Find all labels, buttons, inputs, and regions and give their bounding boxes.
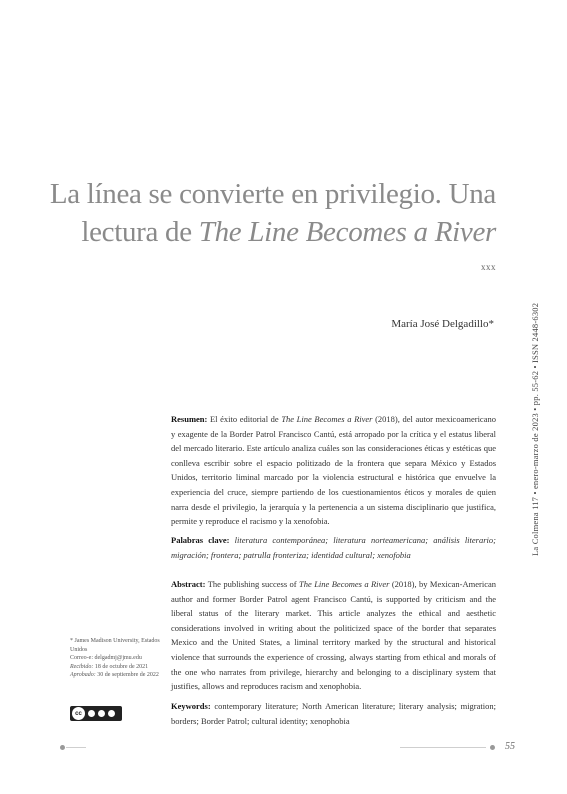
resumen-paragraph <box>171 412 496 529</box>
footnote-affiliation: * James Madison University, Estados Unidos <box>70 638 160 653</box>
footer-rule-right <box>400 747 486 748</box>
keywords-paragraph <box>171 699 496 728</box>
title-line-2: lectura de <box>81 216 199 249</box>
palabras-text: literatura contemporánea; literatura norteamericana; análisis literario; migración; frontera; patrulla fronteriza; identidad cultural; xenofobia <box>171 535 496 560</box>
footer-dot-right <box>490 745 495 750</box>
abstract-label: Abstract: <box>171 579 206 589</box>
journal-side-text: La Colmena 117 • enero-marzo de 2023 • pp. 55-62 • ISSN 2448-6302 <box>530 302 540 556</box>
received-label: Recibido: <box>70 663 94 670</box>
approved-date: 30 de septiembre de 2022 <box>95 672 159 679</box>
page-number: 55 <box>505 741 515 752</box>
article-title <box>30 175 496 251</box>
resumen-text-2: (2018), del autor mexicoamericano y exagente de la Border Patrol Francisco Cantú, está arropado por la crítica y el estatus liberal del mercado literario. Este artículo analiza cuáles son las consideraciones éticas y estéticas que conlleva escribir sobre el espacio politizado de la frontera que separa México y Estados Unidos, territorio liminal marcado por la violencia estructural e histórica que envuelve la experiencia del cruce, siempre partiendo de los cuestionamientos éticos y morales de quien narra desde el privilegio, la jerarquía y la pertenencia a un sistema disciplinario que justifica, permite y reproduce el racismo y la xenofobia. <box>171 414 496 527</box>
by-icon <box>88 710 95 717</box>
footnote-approved <box>70 671 166 680</box>
sa-icon <box>108 710 115 717</box>
resumen-label: Resumen: <box>171 414 208 424</box>
footnote-received <box>70 663 166 672</box>
title-line-1: La línea se convierte en privilegio. Una <box>49 178 496 211</box>
footnote-email: Correo-e: delgadmj@jmu.edu <box>70 655 142 662</box>
abstract-book-title: The Line Becomes a River <box>299 579 390 589</box>
resumen-text-1: El éxito editorial de <box>207 414 282 424</box>
cc-logo-icon: cc <box>72 707 85 720</box>
footer-dot-left <box>60 745 65 750</box>
journal-side-info <box>502 300 542 556</box>
placeholder-text: xxx <box>481 262 496 272</box>
author-footnote <box>70 637 166 680</box>
keywords-text: contemporary literature; North American literature; literary analysis; migration; borders; Border Patrol; cultural identity; xenophobia <box>171 701 496 726</box>
abstract-text-2: (2018), by Mexican-American author and former Border Patrol agent Francisco Cantú, is supported by criticism and the liberal status of the literary market. This article analyzes the ethical and aesthetic considerations involved in writing about the politicized space of the border that separates Mexico and the United States, a liminal territory marked by the structural and historical violence that surrounds the experience of crossing, always starting from ethical and morals of the one who narrates from privilege, hierarchy and belonging to a disciplinary system that justifies, allows and reproduces racism and xenophobia. <box>171 579 496 692</box>
palabras-clave-paragraph <box>171 533 496 562</box>
abstract-text-1: The publishing success of <box>205 579 300 589</box>
approved-label: Aprobado: <box>70 672 96 679</box>
keywords-label: Keywords: <box>171 701 211 711</box>
footer-rule-left <box>66 747 86 748</box>
title-book-name: The Line Becomes a River <box>198 216 496 249</box>
palabras-label: Palabras clave: <box>171 535 230 545</box>
creative-commons-badge[interactable] <box>70 706 122 721</box>
nc-icon <box>98 710 105 717</box>
resumen-book-title: The Line Becomes a River <box>281 414 373 424</box>
received-date: 18 de octubre de 2021 <box>93 663 149 670</box>
abstract-paragraph <box>171 577 496 694</box>
author-name: María José Delgadillo* <box>391 318 494 330</box>
